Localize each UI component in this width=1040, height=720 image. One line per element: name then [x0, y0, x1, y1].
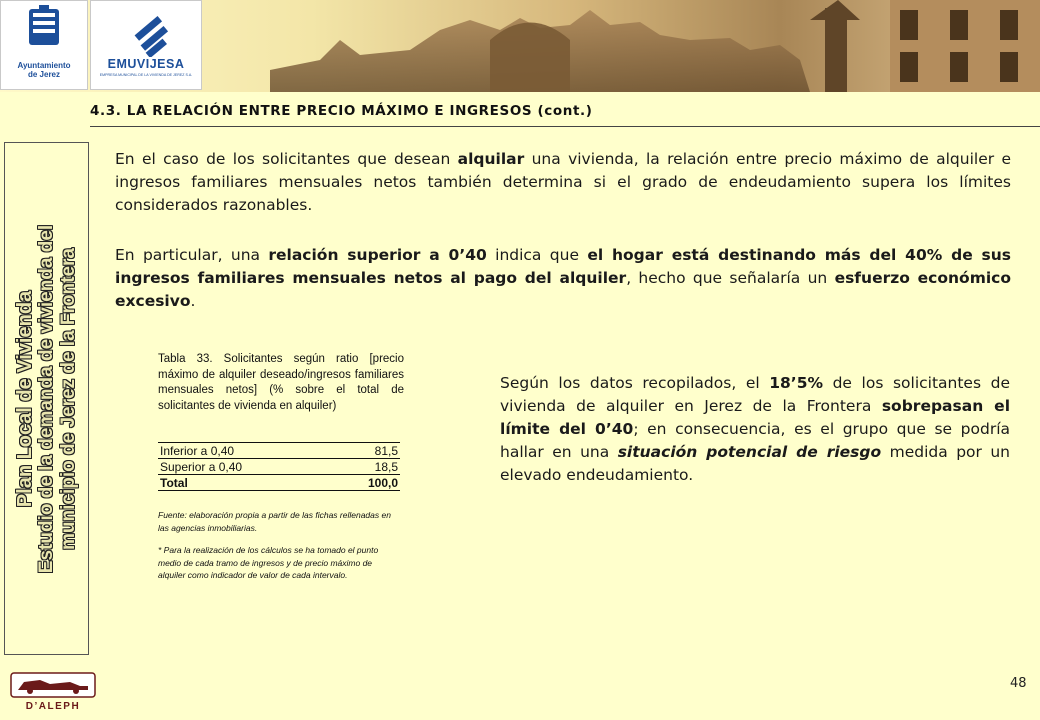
- para3-text-1: Según los datos recopilados, el: [500, 374, 770, 392]
- para2-text-2: indica que: [486, 246, 588, 264]
- row-value: 18,5: [331, 459, 400, 475]
- para3-text-3: ; en consecuencia, es el grupo que se podría hallar en una: [500, 420, 1011, 461]
- total-label: Total: [158, 475, 331, 491]
- para3-bold-2: sobrepasan el límite del 0’40: [500, 397, 1011, 438]
- table-caption: Tabla 33. Solicitantes según ratio [precio máximo de alquiler deseado/ingresos familiares mensuales netos] (% sobre el total de solicitantes de vivienda en alquiler): [158, 353, 404, 412]
- logo-line-1: Ayuntamiento: [17, 61, 71, 70]
- daleph-logo[interactable]: [10, 672, 96, 710]
- para3-text-4: medida por un elevado endeudamiento.: [500, 443, 1011, 484]
- total-value: 100,0: [331, 475, 400, 491]
- para2-text-3: , hecho que señalaría un: [626, 269, 835, 287]
- emuvijesa-mark-icon: [91, 1, 201, 57]
- row-label: Superior a 0,40: [158, 459, 331, 475]
- title-divider: [90, 126, 1040, 127]
- table-source: Fuente: elaboración propia a partir de las fichas rellenadas en las agencias inmobiliarias.: [158, 510, 391, 533]
- paragraph-intro: [115, 148, 1011, 217]
- para2-bold-3: esfuerzo económico excesivo: [115, 269, 1012, 310]
- para3-bold-italic-3: situación potencial de riesgo: [617, 443, 882, 461]
- row-value: 81,5: [331, 443, 400, 459]
- daleph-logo-text: D’ALEPH: [25, 701, 81, 712]
- paragraph-ratio: [115, 244, 1011, 313]
- ayuntamiento-logo-text: [1, 61, 87, 79]
- emuvijesa-logo[interactable]: [90, 0, 202, 90]
- header-banner: [0, 0, 1040, 92]
- sidebar-line-1: Plan Local de Vivienda: [14, 290, 36, 508]
- para3-bold-1: 18’5%: [769, 374, 824, 392]
- cathedral-photo: [210, 0, 1040, 92]
- para3-text-2: de los solicitantes de vivienda de alquiler en Jerez de la Frontera: [500, 374, 1010, 415]
- para2-text-1: En particular, una: [115, 246, 269, 264]
- emuvijesa-subtitle: EMPRESA MUNICIPAL DE LA VIVIENDA DE JEREZ S.A.: [99, 73, 193, 77]
- sidebar-line-2: Estudio de la demanda de vivienda del: [36, 224, 57, 574]
- para2-bold-2: el hogar está destinando más del 40% de sus ingresos familiares mensuales netos al pago del alquiler: [115, 246, 1012, 287]
- daleph-car-icon: [10, 672, 96, 698]
- table-note: * Para la realización de los cálculos se ha tomado el punto medio de cada tramo de ingresos y de precio máximo de alquiler como indicador de valor de cada intervalo.: [158, 545, 379, 580]
- emuvijesa-name: EMUVIJESA: [107, 57, 185, 71]
- row-label: Inferior a 0,40: [158, 443, 331, 459]
- ayuntamiento-logo[interactable]: [0, 0, 88, 90]
- para2-bold-1: relación superior a 0’40: [268, 246, 487, 264]
- paragraph-findings: [500, 372, 1010, 487]
- table-total-row: [158, 475, 400, 491]
- table-33: [158, 352, 404, 582]
- sidebar-panel: [4, 142, 89, 655]
- crest-icon: [1, 1, 87, 61]
- sidebar-vertical-title: [14, 149, 80, 649]
- para2-text-4: .: [190, 292, 196, 310]
- table-row: [158, 459, 400, 475]
- sidebar-line-3: municipio de Jerez de la Frontera: [58, 248, 79, 550]
- para1-text-2: una vivienda, la relación entre precio máximo de alquiler e ingresos familiares mensuales netos también determina si el grado de endeudamiento supera los límites considerados razonables.: [115, 150, 1011, 214]
- ratio-table: [158, 442, 400, 491]
- page-number: 48: [1010, 676, 1027, 691]
- para1-bold-1: alquilar: [457, 150, 525, 168]
- table-row: [158, 443, 400, 459]
- logo-line-2: de Jerez: [27, 70, 61, 79]
- para1-text-1: En el caso de los solicitantes que desean: [115, 150, 458, 168]
- section-title: 4.3. LA RELACIÓN ENTRE PRECIO MÁXIMO E INGRESOS (cont.): [90, 103, 593, 119]
